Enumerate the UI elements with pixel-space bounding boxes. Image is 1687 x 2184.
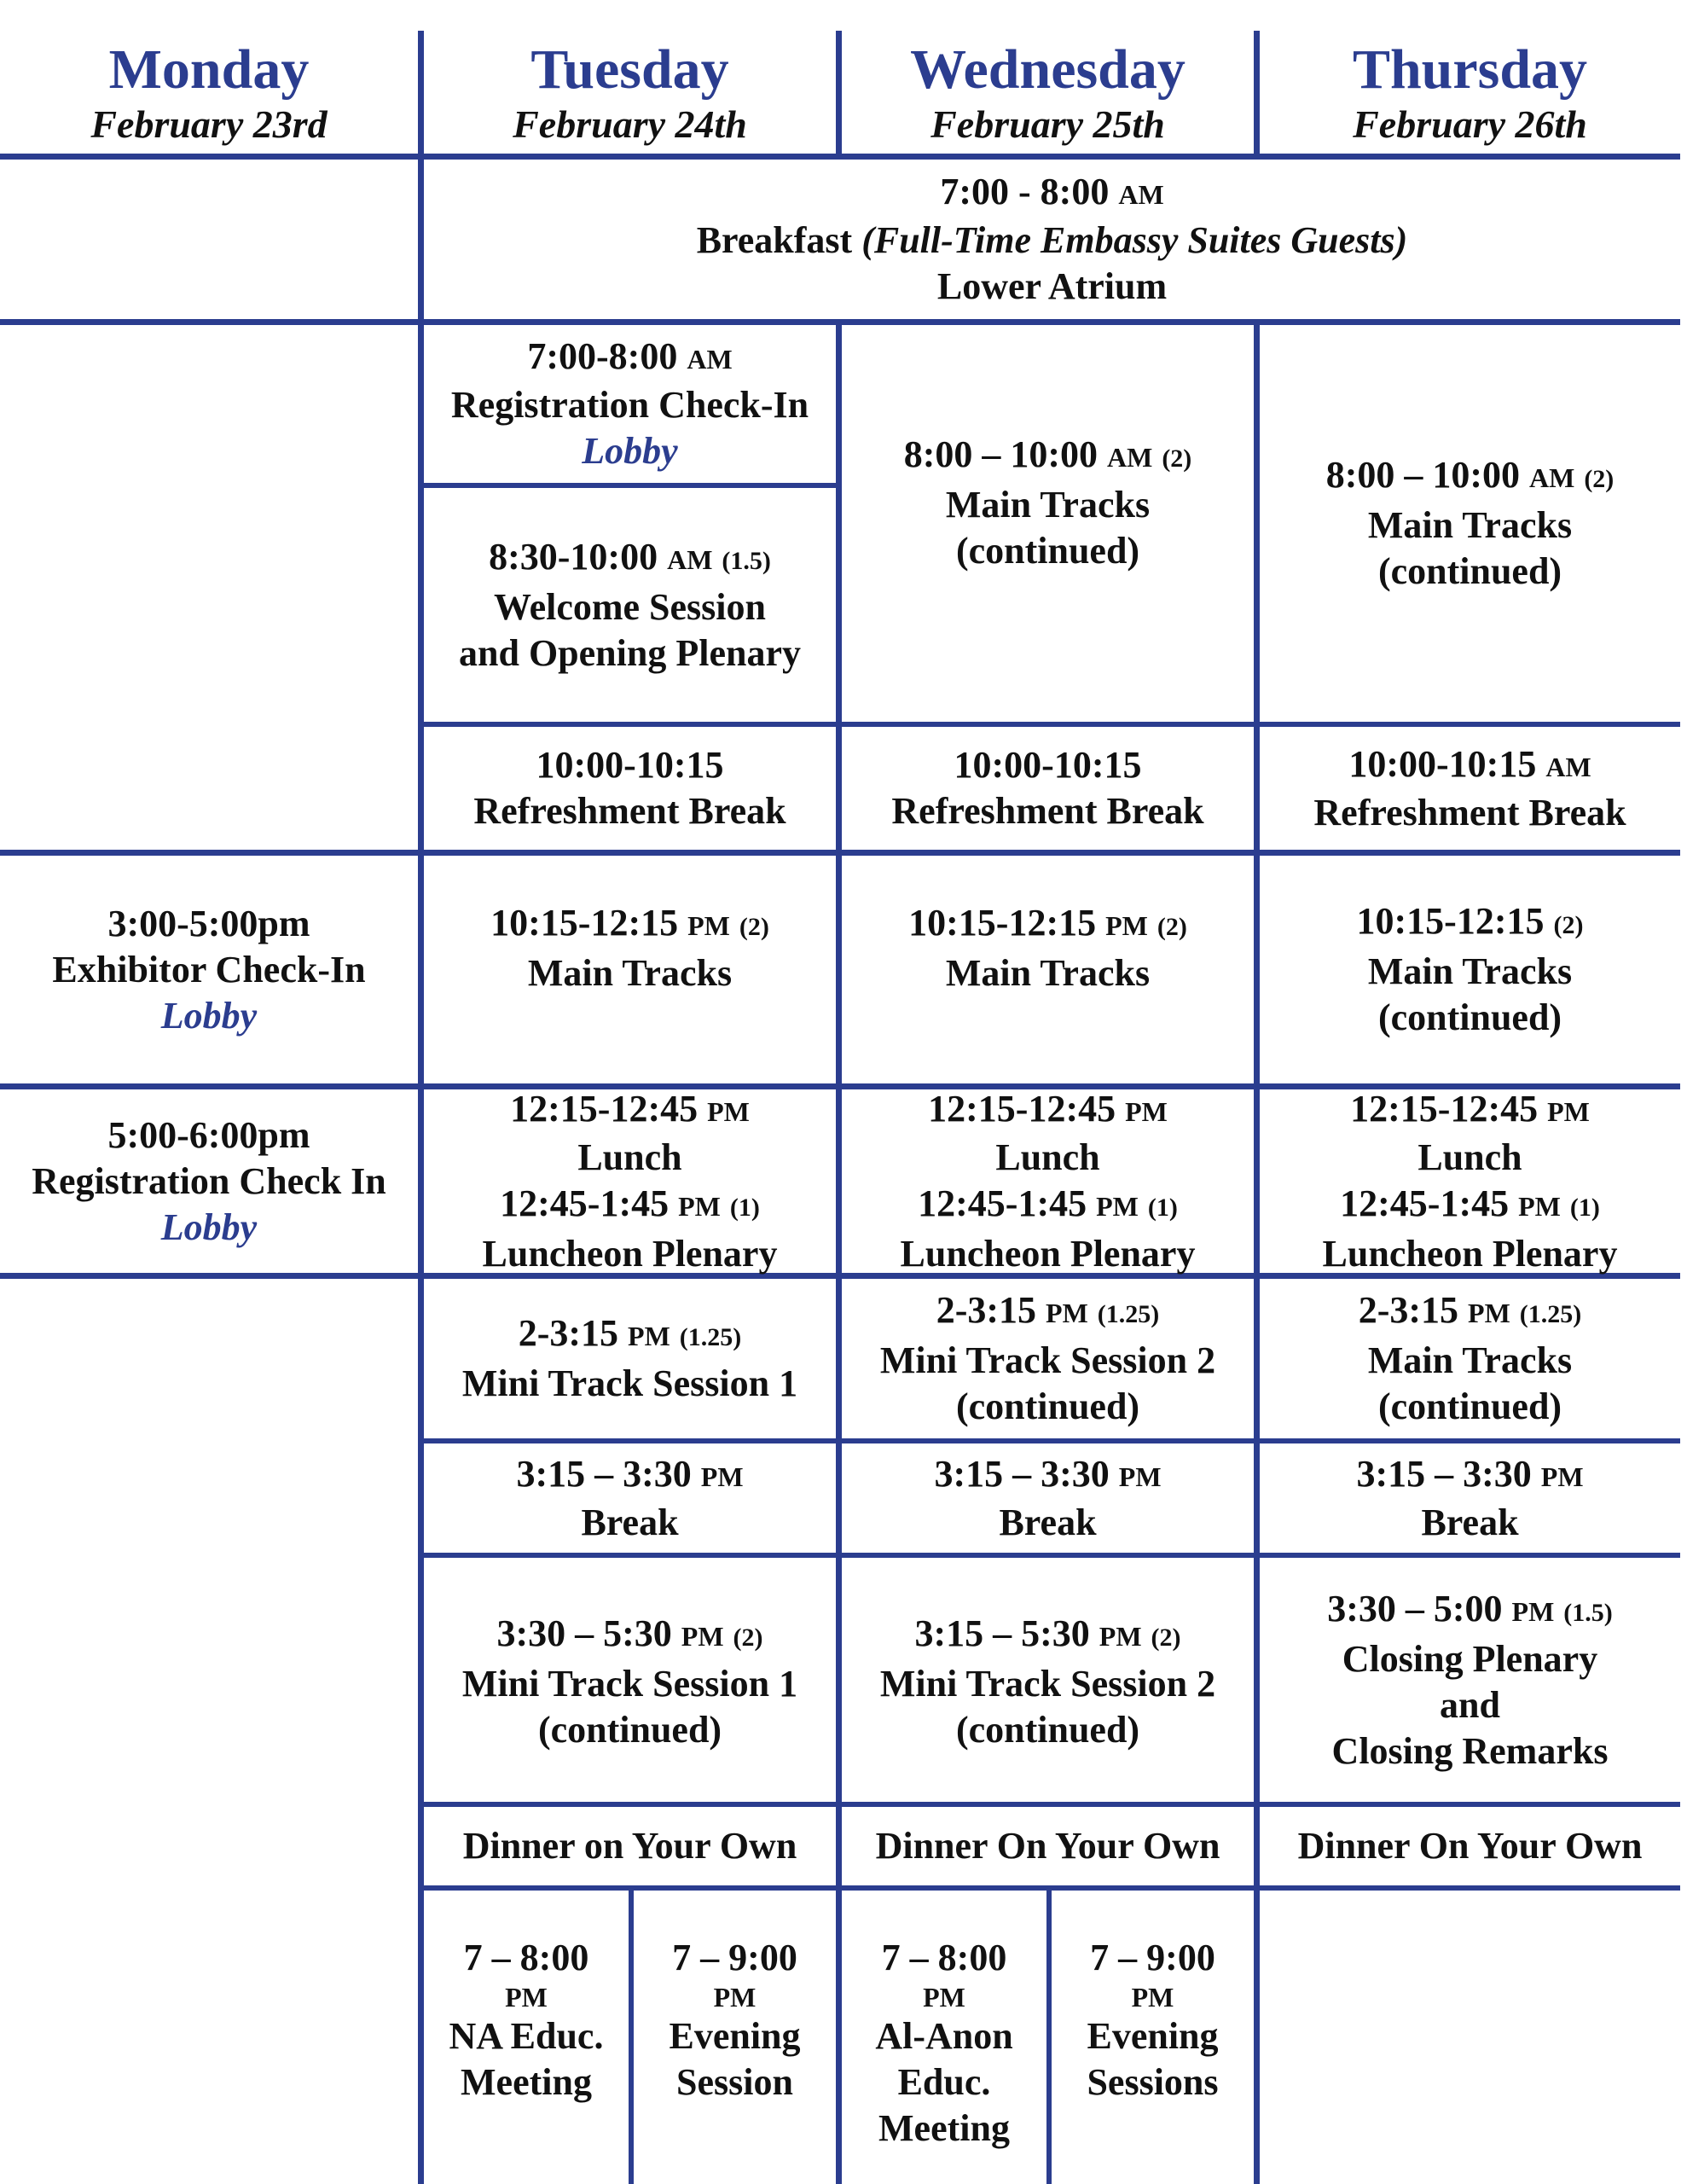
event-time: 7 – 9:00 — [672, 1937, 797, 1978]
event-title: Evening — [669, 2015, 801, 2057]
breakfast-note: (Full-Time Embassy Suites Guests) — [861, 219, 1408, 261]
event-ampm: AM — [1529, 462, 1575, 493]
event-title: Evening — [1087, 2015, 1219, 2057]
breakfast-block — [424, 160, 1680, 319]
event-credits: (1) — [1569, 1193, 1600, 1222]
event-ampm: PM — [1131, 1982, 1174, 2013]
event-title: Educ. — [897, 2061, 991, 2103]
wednesday-mini-track — [842, 1279, 1254, 1438]
event-ampm: PM — [628, 1321, 670, 1351]
column-divider — [836, 31, 842, 154]
event-title: Mini Track Session 1 — [461, 1362, 798, 1404]
event-time: 3:15 – 3:30 — [1356, 1452, 1532, 1495]
event-title: Refreshment Break — [891, 790, 1204, 832]
day-header-wednesday — [842, 32, 1254, 154]
monday-exhibitor-checkin — [0, 856, 418, 1083]
wednesday-evening-al-anon-meeting — [842, 1891, 1046, 2184]
thursday-dinner — [1260, 1807, 1680, 1885]
event-title: Luncheon Plenary — [900, 1232, 1196, 1275]
event-time: 10:00-10:15 — [1348, 742, 1537, 785]
event-title: Meeting — [461, 2061, 592, 2103]
event-ampm: AM — [1545, 751, 1591, 782]
tuesday-dinner — [424, 1807, 836, 1885]
event-title: (continued) — [1377, 550, 1562, 592]
row-divider — [0, 850, 1680, 856]
event-ampm: PM — [1118, 1461, 1162, 1492]
row-divider — [0, 319, 1680, 325]
event-ampm: PM — [1468, 1298, 1510, 1328]
event-time: 12:15-12:45 — [928, 1087, 1116, 1130]
event-credits: (1.5) — [722, 546, 771, 575]
event-time: 2-3:15 — [1358, 1289, 1459, 1331]
tuesday-welcome-session — [424, 488, 836, 722]
event-ampm: AM — [1107, 442, 1153, 473]
day-date: February 24th — [513, 102, 747, 146]
event-title: Closing Remarks — [1331, 1729, 1609, 1772]
tuesday-mini-track-continued — [424, 1558, 836, 1802]
event-ampm: PM — [678, 1190, 721, 1222]
event-title: (continued) — [955, 1385, 1140, 1427]
event-title: Break — [581, 1501, 679, 1543]
event-title: Lunch — [1417, 1136, 1522, 1178]
event-title: Main Tracks — [1367, 1339, 1573, 1381]
event-credits: (2) — [739, 913, 769, 941]
event-time: 10:00-10:15 — [954, 744, 1142, 786]
breakfast-time: 7:00 - 8:00 — [940, 171, 1110, 212]
event-title: and — [1440, 1683, 1500, 1726]
day-header-monday — [0, 32, 418, 154]
event-credits: (2) — [1151, 1623, 1181, 1652]
day-name: Wednesday — [910, 38, 1186, 101]
event-title: Al-Anon — [875, 2015, 1013, 2057]
event-title: Dinner on Your Own — [462, 1825, 797, 1867]
wednesday-evening-sessions — [1052, 1891, 1254, 2184]
tuesday-mini-track — [424, 1279, 836, 1438]
tuesday-lunch — [424, 1089, 836, 1273]
event-credits: (1.5) — [1563, 1598, 1613, 1627]
event-credits: (1) — [1147, 1193, 1178, 1222]
event-location: Lobby — [160, 994, 258, 1037]
event-time: 12:15-12:45 — [510, 1087, 699, 1130]
breakfast-title: Breakfast — [696, 219, 853, 261]
event-credits: (2) — [1553, 911, 1584, 939]
thursday-main-tracks — [1260, 856, 1680, 1083]
wednesday-main-tracks — [842, 856, 1254, 1083]
event-credits: (2) — [1162, 444, 1192, 473]
wednesday-break — [842, 1443, 1254, 1553]
event-time: 10:15-12:15 — [1356, 900, 1545, 942]
event-title: Main Tracks — [1367, 950, 1573, 992]
event-title: Sessions — [1087, 2061, 1219, 2103]
event-title: Refreshment Break — [1313, 791, 1626, 834]
event-ampm: PM — [1547, 1095, 1590, 1127]
event-time: 3:30 – 5:00 — [1327, 1587, 1503, 1629]
day-name: Thursday — [1352, 38, 1588, 101]
event-time: 8:00 – 10:00 — [1325, 454, 1520, 496]
event-title: Exhibitor Check-In — [52, 948, 366, 990]
event-time: 10:15-12:15 — [490, 902, 679, 944]
event-title: Dinner On Your Own — [1297, 1825, 1643, 1867]
event-title: Main Tracks — [945, 484, 1151, 526]
event-credits: (2) — [1157, 913, 1187, 941]
thursday-lunch — [1260, 1089, 1680, 1273]
event-title: Break — [999, 1501, 1097, 1543]
event-time: 8:00 – 10:00 — [903, 433, 1098, 475]
day-date: February 26th — [1353, 102, 1587, 146]
wednesday-lunch — [842, 1089, 1254, 1273]
event-title: Luncheon Plenary — [482, 1232, 778, 1275]
tuesday-refreshment-break — [424, 727, 836, 850]
event-time: 3:15 – 3:30 — [934, 1452, 1110, 1495]
event-ampm: PM — [1099, 1621, 1142, 1652]
event-credits: (1.25) — [679, 1323, 742, 1351]
event-ampm: PM — [1125, 1095, 1168, 1127]
event-ampm: PM — [681, 1621, 724, 1652]
event-time: 12:45-1:45 — [918, 1182, 1087, 1224]
thursday-closing-plenary — [1260, 1558, 1680, 1802]
event-title: Lunch — [577, 1136, 682, 1178]
day-date: February 25th — [930, 102, 1165, 146]
event-time: 5:00-6:00pm — [107, 1113, 310, 1156]
event-ampm: PM — [923, 1982, 965, 2013]
event-ampm: PM — [505, 1982, 548, 2013]
event-time: 7 – 8:00 — [463, 1937, 589, 1978]
event-title: (continued) — [1377, 996, 1562, 1038]
thursday-main-tracks-afternoon — [1260, 1279, 1680, 1438]
event-title: (continued) — [955, 530, 1140, 572]
event-time: 7 – 9:00 — [1090, 1937, 1215, 1978]
event-credits: (2) — [1584, 465, 1615, 493]
wednesday-refreshment-break — [842, 727, 1254, 850]
event-ampm: PM — [1096, 1190, 1139, 1222]
event-time: 3:15 – 3:30 — [516, 1452, 692, 1495]
event-title: Luncheon Plenary — [1322, 1232, 1618, 1275]
event-time: 3:15 – 5:30 — [914, 1612, 1090, 1654]
event-title: Session — [676, 2061, 793, 2103]
wednesday-mini-track-continued — [842, 1558, 1254, 1802]
event-title: Main Tracks — [945, 952, 1151, 994]
event-time: 10:15-12:15 — [908, 902, 1097, 944]
event-location: Lobby — [582, 430, 678, 472]
thursday-break — [1260, 1443, 1680, 1553]
event-ampm: AM — [687, 344, 733, 375]
thursday-refreshment-break — [1260, 727, 1680, 850]
event-title: Meeting — [878, 2107, 1010, 2149]
event-location: Lobby — [160, 1205, 258, 1248]
column-divider — [836, 322, 842, 2184]
event-ampm: PM — [700, 1461, 744, 1492]
event-title: Lunch — [995, 1136, 1100, 1178]
breakfast-location: Lower Atrium — [936, 265, 1168, 307]
event-credits: (1) — [729, 1193, 760, 1222]
column-divider — [1254, 322, 1260, 2184]
event-ampm: PM — [1511, 1595, 1555, 1627]
event-ampm: PM — [713, 1982, 757, 2013]
event-credits: (1.25) — [1519, 1300, 1582, 1328]
event-time: 12:15-12:45 — [1350, 1087, 1539, 1130]
event-title: (continued) — [955, 1709, 1140, 1751]
event-ampm: AM — [667, 543, 713, 575]
tuesday-evening-session — [634, 1891, 836, 2184]
tuesday-registration — [424, 325, 836, 483]
event-title: Main Tracks — [1367, 504, 1573, 546]
event-title: and Opening Plenary — [459, 631, 801, 674]
event-title: Dinner On Your Own — [875, 1825, 1220, 1867]
monday-registration-checkin — [0, 1089, 418, 1273]
event-time: 10:00-10:15 — [536, 744, 724, 786]
event-time: 7 – 8:00 — [881, 1937, 1007, 1978]
event-ampm: PM — [1046, 1298, 1088, 1328]
event-title: Mini Track Session 2 — [879, 1663, 1216, 1705]
event-time: 3:00-5:00pm — [107, 902, 310, 944]
tuesday-main-tracks — [424, 856, 836, 1083]
event-title: Closing Plenary — [1342, 1637, 1598, 1680]
wednesday-dinner — [842, 1807, 1254, 1885]
event-title: NA Educ. — [449, 2015, 604, 2057]
wednesday-main-tracks-morning — [842, 325, 1254, 722]
event-title: Mini Track Session 2 — [879, 1339, 1216, 1381]
tuesday-break — [424, 1443, 836, 1553]
event-ampm: PM — [1518, 1190, 1561, 1222]
event-time: 12:45-1:45 — [500, 1182, 670, 1224]
tuesday-evening-na-meeting — [424, 1891, 629, 2184]
column-divider — [1254, 31, 1260, 154]
day-header-tuesday — [424, 32, 836, 154]
event-time: 2-3:15 — [936, 1289, 1037, 1331]
thursday-main-tracks-morning — [1260, 325, 1680, 722]
event-title: Mini Track Session 1 — [461, 1663, 798, 1705]
event-time: 7:00-8:00 — [527, 335, 678, 377]
day-name: Monday — [108, 38, 310, 101]
event-title: (continued) — [1377, 1385, 1562, 1427]
event-time: 3:30 – 5:30 — [496, 1612, 672, 1654]
event-ampm: PM — [687, 910, 730, 941]
day-header-thursday — [1260, 32, 1680, 154]
event-title: Registration Check-In — [450, 384, 809, 426]
day-date: February 23rd — [90, 102, 328, 146]
event-title: Refreshment Break — [473, 790, 786, 832]
event-title: Main Tracks — [527, 952, 733, 994]
event-title: Welcome Session — [494, 585, 766, 628]
event-credits: (1.25) — [1097, 1300, 1160, 1328]
event-time: 8:30-10:00 — [489, 535, 658, 578]
event-credits: (2) — [733, 1623, 763, 1652]
breakfast-ampm: AM — [1118, 179, 1164, 210]
event-ampm: PM — [707, 1095, 750, 1127]
column-divider — [418, 31, 424, 2184]
day-name: Tuesday — [530, 38, 729, 101]
event-title: Break — [1421, 1501, 1519, 1543]
event-ampm: PM — [1540, 1461, 1584, 1492]
event-time: 12:45-1:45 — [1340, 1182, 1510, 1224]
event-time: 2-3:15 — [518, 1312, 619, 1354]
event-ampm: PM — [1105, 910, 1148, 941]
event-title: (continued) — [537, 1709, 722, 1751]
row-divider — [0, 154, 1680, 160]
event-title: Registration Check In — [32, 1159, 386, 1202]
